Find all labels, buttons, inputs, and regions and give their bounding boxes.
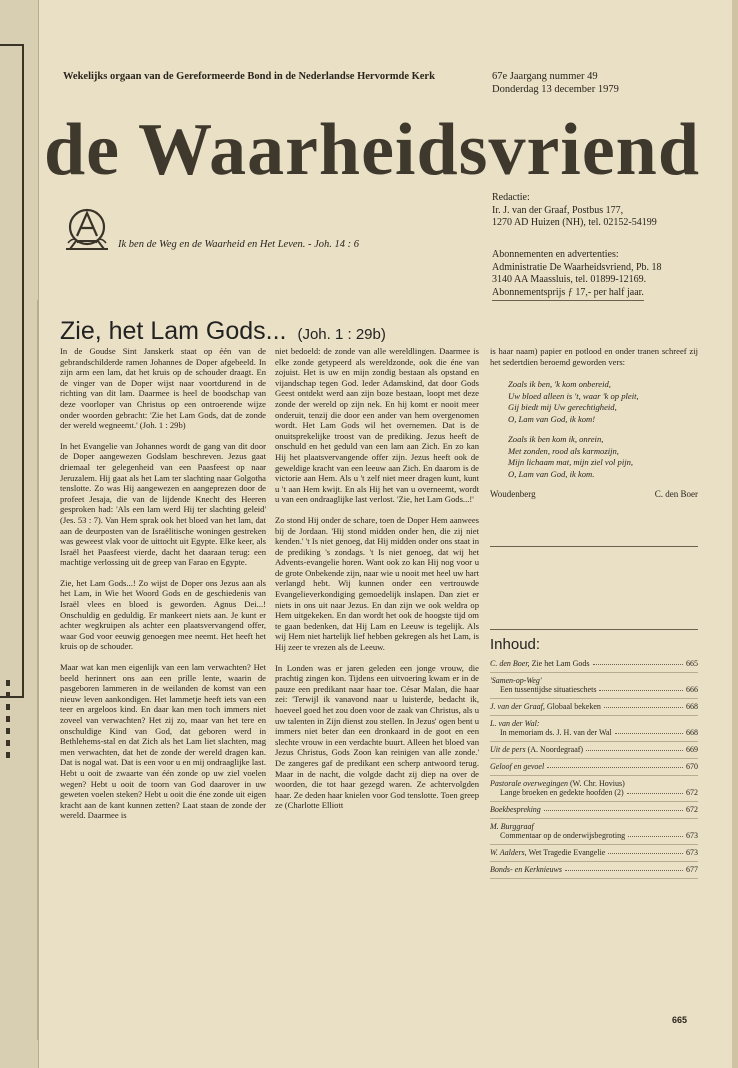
poem-line: Gij biedt mij Uw gerechtigheid,: [508, 402, 617, 413]
binding-marks: [6, 680, 10, 760]
toc-author: Uit de pers: [490, 745, 526, 754]
tagline: Wekelijks orgaan van de Gereformeerde Bond in de Nederlandse Hervormde Kerk: [63, 71, 435, 82]
binding-frame: [0, 44, 24, 698]
paragraph: niet bedoeld: de zonde van alle wereldlingen. Daarmee is elke zonde getypeerd als wereldzonde, ook die éne van zojuist. Het is uw en mijn zondig bestaan als opstand en vijandschap tegen God. Ieder Adamskind, dat door Gods Geest ontdekt werd aan zijn boze bestaan, loopt met deze zonde der wereld op zijn nek. En hij komt er nooit meer onderuit, tenzij die door een ander van hem overgenomen wordt. Het Lam Gods wil het overnemen. Dat is de onuitsprekelijke troost van de prediking. Jezus heeft de onschuld en het geduld van een lam aan Zich. En zo kan Hij het plaatsvervangende offer zijn. Jezus heeft ook de geweldige kracht van een leeuw aan Zich. En daarom is de victorie aan Hem. Als u 't zelf niet meer dragen kunt, kunt u 't aan Hem kwijt. En als Hij het van u overneemt, wordt u van een ondraaglijke last verlost. 'Zie, het Lam Gods...!': [275, 346, 479, 505]
paragraph: is haar naam) papier en potlood en onder tranen schreef zij het sedertdien beroemd geworden vers:: [490, 346, 698, 367]
editorial-line: Redactie:: [492, 192, 530, 203]
toc-entry[interactable]: [490, 673, 698, 699]
toc-entry[interactable]: [490, 742, 698, 759]
toc-author: Boekbespreking: [490, 805, 541, 814]
signature-place: Woudenberg: [490, 489, 536, 500]
toc-entry[interactable]: [490, 802, 698, 819]
article-column-3: [490, 346, 698, 500]
masthead-title: de Waarheidsvriend: [44, 109, 700, 191]
editorial-line: 1270 AD Huizen (NH), tel. 02152-54199: [492, 217, 657, 228]
paragraph: Maar wat kan men eigenlijk van een lam verwachten? Het beeld herinnert ons aan een prille lente, waarin de pasgeboren lammeren in de weilanden de komst van een nieuw leven aankondigen. Het lammetje heeft iets van een teer en argeloos kind. En daar kan men toch immers niet zoveel van verwachten? Het zij zo, maar van het tere en onschuldige Kind van God, dat geboren werd in Bethlehems-stal en dat Zich als het Lam liet slachten, mag men verwachten, dat het de zonde der wereld dragen kan. Dat is nogal wat. Dat is een voor u en mij ondraaglijke last. Hebt u ooit de zwaarte van één zonde op uw ziel voelen wegen? Hebt u ooit de toorn van God daarover in uw geweten voelen steken? Hebt u ooit die éne zonde uit eigen kracht aan de kant kunnen zetten? Laat staan de zonde der wereld. Daarmee is: [60, 662, 266, 821]
toc-entry[interactable]: [490, 759, 698, 776]
toc-author: L. van der Wal:: [490, 719, 540, 728]
poem-line: Uw bloed alleen is 't, waar 'k op pleit,: [508, 390, 639, 401]
subscription-line: 3140 AA Maassluis, tel. 01899-12169.: [492, 274, 647, 285]
volume-number: 67e Jaargang nummer 49: [492, 71, 598, 82]
toc-author: Pastorale overwegingen: [490, 779, 568, 788]
toc-author: M. Burggraaf: [490, 822, 534, 831]
poem-line: Met zonden, rood als karmozijn,: [508, 445, 619, 456]
page-number: 665: [672, 1015, 688, 1025]
toc-title: Inhoud:: [490, 636, 541, 653]
toc-page: 668: [686, 728, 698, 737]
paragraph: Zie, het Lam Gods...! Zo wijst de Doper ons Jezus aan als het Lam, in Wie het Woord Gods en de geschiedenis van Israël vlees en bloed is geworden. Agnus Dei...! Onschuldig en geduldig. Er mankeert niets aan. Je kunt er achter wegkruipen als achter een plaatsvervangend offer, waar God voor eeuwig genoegen mee neemt. Het heeft het kruis op de schouder.: [60, 577, 266, 652]
toc-page: 666: [686, 685, 698, 694]
toc-author: C. den Boer,: [490, 659, 530, 668]
issue-info: [492, 70, 692, 96]
toc-title-text: Wet Tragedie Evangelie: [528, 848, 606, 857]
poem-line: O, Lam van God, ik kom.: [508, 468, 595, 479]
signature-author: C. den Boer: [654, 489, 698, 500]
paragraph: In Londen was er jaren geleden een jonge vrouw, die prachtig zingen kon. Tijdens een uitvoering kwam er in de pauze een predikant naar haar toe. César Malan, die haar zei: 'Terwijl ik vanavond naar u luisterde, bedacht ik, hoeveel goed het zou doen voor de zaak van Christus, als u uw talenten in Zijn dienst zou stellen. In Jezus' ogen bent u immers niet beter dan een dronkaard in de goot en een slechte vrouw in een verdachte buurt. Alleen het bloed van Jezus Christus, Gods Zoon kan reinigen van alle zonde.' De zangeres gaf de predikant een scherp antwoord terug. Maar in de nacht, die volgde dacht zij diep na over de woorden, die tot haar gezegd waren. Ze achtervolgden haar. Ze deden haar knielen voor God tenslotte. Toen greep ze (Charlotte Elliott: [275, 662, 479, 811]
article-column-1: [60, 346, 266, 831]
toc-title-text: Globaal bekeken: [546, 702, 601, 711]
poem-line: Mijn lichaam mat, mijn ziel vol pijn,: [508, 457, 634, 468]
subscription-line: Administratie De Waarheidsvriend, Pb. 18: [492, 261, 662, 273]
toc-subtitle: Lange broeken en gedekte hoofden (2): [500, 788, 624, 797]
toc-title-text: Zie het Lam Gods: [531, 659, 590, 668]
article-column-2: [275, 346, 479, 821]
toc-title-text: (W. Chr. Hovius): [569, 779, 625, 788]
toc-title-text: Een tussentijdse situatieschets: [500, 685, 597, 694]
paragraph: In het Evangelie van Johannes wordt de gang van dit door de Doper aangewezen Godslam beschreven. Jezus gaat driemaal ter gelegenheid van een Paasfeest op naar Jeruzalem. Hij gaat als het Lam ter slachting naar Golgotha tenslotte. Zo was Hij aangewezen en aangeprezen door de profeet Jesaja, die van de lijdende Knecht des Heeren gesproken had: 'Als een lam werd Hij ter slachting geleid' (Jes. 53 : 7). Van Hem sprak ook het bloed van het lam, dat aan de deurposten van de Israëlitische woningen gestreken was geweest vlak voor de uittocht uit Egypte. Elke keer, als Israël het Paasfeest vierde, dacht het daaraan terug: een machtige verlossing uit de greep van Farao en Egypte.: [60, 440, 266, 568]
poem-stanza: [508, 434, 698, 480]
toc-entry[interactable]: [490, 716, 698, 742]
subscription-line: Abonnementen en advertenties:: [492, 249, 619, 260]
poem-stanza: [508, 379, 698, 425]
article-title: Zie, het Lam Gods...: [60, 317, 287, 345]
page-edge: [732, 0, 738, 1068]
toc-author: Geloof en gevoel: [490, 762, 545, 771]
divider: [490, 629, 698, 630]
toc-page: 673: [686, 848, 698, 857]
toc-page: 669: [686, 745, 698, 754]
toc-entry[interactable]: [490, 862, 698, 879]
toc-page: 672: [686, 788, 698, 797]
toc-entry[interactable]: [490, 845, 698, 862]
article-headline: [60, 317, 386, 346]
toc-page: 677: [686, 865, 698, 874]
poem-line: O, Lam van God, ik kom!: [508, 413, 596, 424]
toc-author: W. Aalders,: [490, 848, 527, 857]
publisher-logo-icon: [62, 205, 112, 255]
signature: [490, 489, 698, 500]
toc-entry[interactable]: [490, 776, 698, 802]
toc-title-text: (A. Noordegraaf): [527, 745, 584, 754]
article-reference: (Joh. 1 : 29b): [297, 326, 386, 343]
toc-title-text: In memoriam ds. J. H. van der Wal: [500, 728, 612, 737]
subscription-price: Abonnementsprijs ƒ 17,- per half jaar.: [492, 287, 644, 302]
subscription-info: [492, 249, 707, 301]
toc-page: 668: [686, 702, 698, 711]
margin-line: [37, 300, 38, 1040]
toc-entry[interactable]: [490, 819, 698, 845]
toc-page: 673: [686, 831, 698, 840]
editorial-address: [492, 192, 707, 230]
motto: Ik ben de Weg en de Waarheid en Het Leven. - Joh. 14 : 6: [118, 239, 360, 250]
toc-author: 'Samen-op-Weg': [490, 676, 542, 685]
issue-date: Donderdag 13 december 1979: [492, 84, 619, 95]
paragraph: Zo stond Hij onder de schare, toen de Doper Hem aanwees bij de Jordaan. 'Hij stond midden onder hen, die zij niet kenden.' 't Is niet genoeg, dat Hij midden onder ons staat in de prediking 's zondags. 't Is niet genoeg, dat wij het Advents-evangelie horen. Want ook zo kan Hij nog voor u de grote Onbekende zijn, naar wie u nooit met heel uw hart verlangd hebt. Wij kunnen onder een vertrouwde Evangelieverkondiging gemoedelijk inslapen. Dan ziet er niets in ons uit naar Jezus. En dan zijn we ook weldra op Hem uitgekeken. En dan wordt het ook de hoogste tijd om te gaan bedenken, dat Hij Lam en Leeuw is tegelijk. Als wij Hem niet hartelijk lief hebben gekregen als het Lam, is Hij zeer te vrezen als de Leeuw.: [275, 514, 479, 653]
poem-line: Zoals ik ben kom ik, onrein,: [508, 434, 604, 445]
toc-page: 670: [686, 762, 698, 771]
paragraph: In de Goudse Sint Janskerk staat op één van de gebrandschilderde ramen Johannes de Doper afgebeeld. In zijn arm een lam, dat het kruis op de schouder draagt. En de vinger van de Doper wijst naar voortdurend in de richting van dit lam. Daarmee is heel de boodschap van deze voorloper van Christus op een ontroerende wijze onder woorden gebracht: 'Zie het Lam Gods, dat de zonde der wereld wegneemt.' (Joh. 1 : 29b): [60, 346, 266, 431]
toc-entry[interactable]: [490, 656, 698, 673]
editorial-line: Ir. J. van der Graaf, Postbus 177,: [492, 204, 624, 216]
toc-author: J. van der Graaf,: [490, 702, 545, 711]
toc-subtitle: Commentaar op de onderwijsbegroting: [500, 831, 626, 840]
toc-entry[interactable]: [490, 699, 698, 716]
toc-author: Bonds- en Kerknieuws: [490, 865, 562, 874]
toc-page: 672: [686, 805, 698, 814]
toc-page: 665: [686, 659, 698, 668]
divider: [490, 546, 698, 547]
poem-line: Zoals ik ben, 'k kom onbereid,: [508, 379, 611, 390]
table-of-contents: [490, 656, 698, 879]
